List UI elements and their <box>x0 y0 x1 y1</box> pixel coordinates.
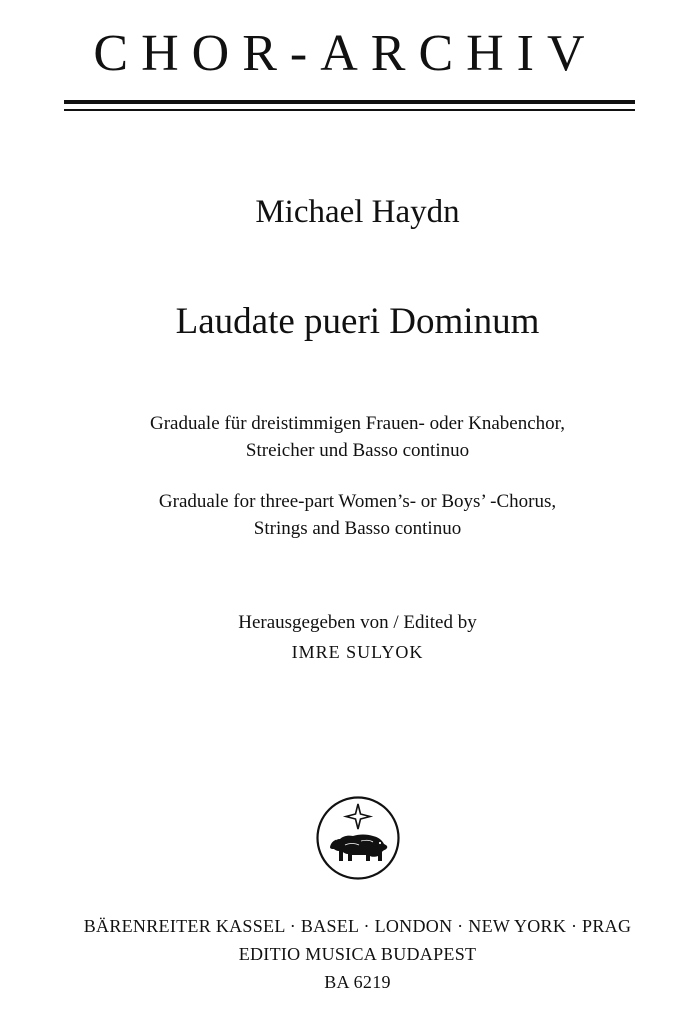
header-rule-thin <box>64 109 635 111</box>
series-title: CHOR-ARCHIV <box>93 25 598 82</box>
baerenreiter-bear-star-icon <box>315 795 401 881</box>
editor-name: IMRE SULYOK <box>291 642 424 662</box>
description-german-line-2: Streicher und Basso continuo <box>245 440 470 461</box>
catalog-number: BA 6219 <box>324 972 391 992</box>
description-german-line-1: Graduale für dreistimmigen Frauen- oder Knabenchor, <box>150 413 565 434</box>
description-english-line-1: Graduale for three-part Women’s- or Boys’ -Chorus, <box>158 491 557 512</box>
work-title: Laudate pueri Dominum <box>175 301 540 342</box>
editor-label: Herausgegeben von / Edited by <box>238 612 477 633</box>
header-rule-thick <box>64 100 635 104</box>
publisher-line-1: BÄRENREITER KASSEL · BASEL · LONDON · NEW YORK · PRAG <box>83 916 632 936</box>
publisher-line-2: EDITIO MUSICA BUDAPEST <box>238 944 477 964</box>
composer-name: Michael Haydn <box>255 194 460 230</box>
description-english-line-2: Strings and Basso continuo <box>253 518 462 539</box>
